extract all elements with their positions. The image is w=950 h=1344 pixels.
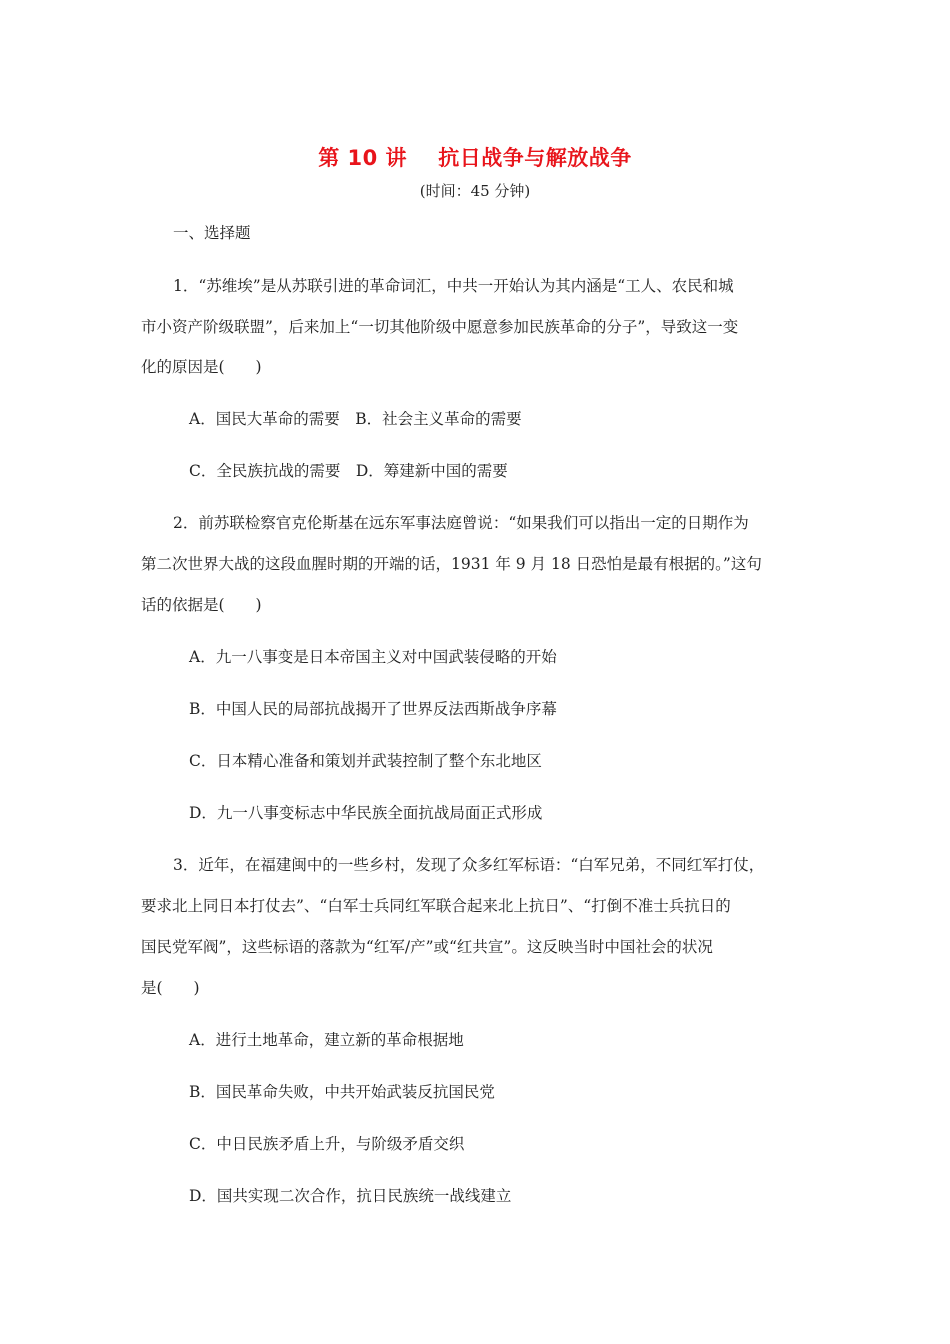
question-3-option-b: B．国民革命失败，中共开始武装反抗国民党 bbox=[189, 1083, 495, 1101]
question-1-options-cd: C．全民族抗战的需要 D．筹建新中国的需要 bbox=[189, 462, 508, 480]
question-3-line-4: 是( ) bbox=[141, 979, 200, 997]
question-2-option-b: B．中国人民的局部抗战揭开了世界反法西斯战争序幕 bbox=[189, 700, 557, 718]
question-2-line-3: 话的依据是( ) bbox=[141, 596, 262, 614]
question-2-option-a: A．九一八事变是日本帝国主义对中国武装侵略的开始 bbox=[189, 648, 557, 666]
question-3-line-2: 要求北上同日本打仗去”、“白军士兵同红军联合起来北上抗日”、“打倒不准士兵抗日的 bbox=[141, 897, 731, 915]
question-1-options-ab: A．国民大革命的需要 B．社会主义革命的需要 bbox=[189, 410, 522, 428]
question-3-line-1: 3．近年，在福建闽中的一些乡村，发现了众多红军标语：“白军兄弟，不同红军打仗， bbox=[173, 856, 765, 874]
question-3-option-d: D．国共实现二次合作，抗日民族统一战线建立 bbox=[189, 1187, 512, 1205]
question-1-line-2: 市小资产阶级联盟”，后来加上“一切其他阶级中愿意参加民族革命的分子”，导致这一变 bbox=[141, 318, 739, 336]
question-2-line-2: 第二次世界大战的这段血腥时期的开端的话，1931 年 9 月 18 日恐怕是最有根据的。”这句 bbox=[141, 555, 762, 573]
question-2-option-d: D．九一八事变标志中华民族全面抗战局面正式形成 bbox=[189, 804, 543, 822]
question-3-line-3: 国民党军阀”，这些标语的落款为“红军/产”或“红共宣”。这反映当时中国社会的状况 bbox=[141, 938, 713, 956]
question-3-option-c: C．中日民族矛盾上升，与阶级矛盾交织 bbox=[189, 1135, 465, 1153]
question-1-line-3: 化的原因是( ) bbox=[141, 358, 262, 376]
section-heading: 一、选择题 bbox=[173, 224, 251, 242]
question-1-line-1: 1．“苏维埃”是从苏联引进的革命词汇，中共一开始认为其内涵是“工人、农民和城 bbox=[173, 277, 734, 295]
time-limit: (时间：45 分钟) bbox=[419, 182, 531, 200]
page-title: 第 10 讲 抗日战争与解放战争 bbox=[318, 146, 632, 170]
question-2-line-1: 2．前苏联检察官克伦斯基在远东军事法庭曾说：“如果我们可以指出一定的日期作为 bbox=[173, 514, 749, 532]
question-3-option-a: A．进行土地革命，建立新的革命根据地 bbox=[189, 1031, 464, 1049]
question-2-option-c: C．日本精心准备和策划并武装控制了整个东北地区 bbox=[189, 752, 542, 770]
